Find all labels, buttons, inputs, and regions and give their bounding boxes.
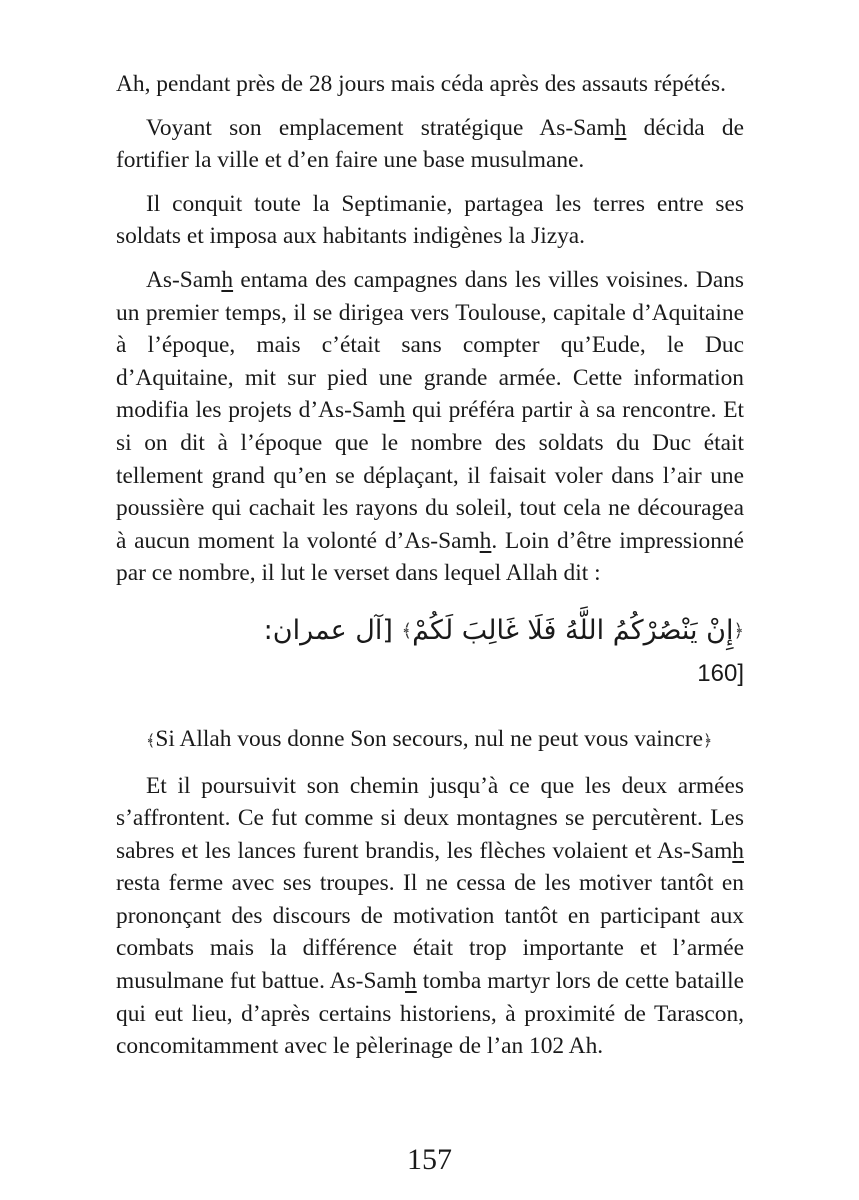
quran-verse (116, 608, 744, 712)
paragraph-3-text: Il conquit toute la Septimanie, partagea les terres entre ses soldats et imposa aux habitants indigènes la Jizya. (116, 190, 744, 250)
verse-translation (116, 723, 744, 759)
translation-open-ornament: ﴾ (146, 732, 156, 750)
underlined-letter: h (732, 837, 744, 864)
page-body (116, 68, 744, 1063)
paragraph-3 (116, 188, 744, 253)
verse-arabic-text: إِنْ يَنْصُرْكُمُ اللَّهُ فَلَا غَالِبَ لَكُمْ (412, 614, 734, 646)
verse-close-ornament: ﴾ (401, 620, 413, 642)
underlined-letter: h (393, 397, 406, 424)
paragraph-4-text-b: entama des campagnes dans les villes voisines. Dans un premier temps, il se dirigea vers Toulouse, capitale d’Aquitaine à l’époque, mais c’était sans compter qu’Eude, le Duc d’Aquitaine, mit sur pied une grande armée. Cette information modifia les projets d’As-Sam (116, 266, 744, 424)
verse-open-ornament: ﴿ (733, 620, 744, 642)
underlined-letter: h (221, 266, 234, 293)
paragraph-4-text-d: . Loin d’être impressionné par ce nombre, il lut le verset dans lequel Allah dit : (116, 527, 744, 587)
verse-reference: [آل عمران: (263, 614, 393, 646)
translation-text: Si Allah vous donne Son secours, nul ne peut vous vaincre (155, 725, 704, 752)
closing-text-b: resta ferme avec ses troupes. Il ne cessa de les motiver tantôt en prononçant des discours de motivation tantôt en participant aux combats mais la différence était trop importante et l’armée musulmane fut battue. As-Sam (116, 870, 744, 995)
translation-close-ornament: ﴿ (703, 732, 713, 750)
closing-text-a: Et il poursuivit son chemin jusqu’à ce que les deux armées s’affrontent. Ce fut comme si deux montagnes se percutèrent. Les sabres et les lances furent brandis, les flèches volaient et As-Sam (116, 772, 744, 864)
verse-line (116, 608, 744, 655)
paragraph-4 (116, 264, 744, 590)
underlined-letter: h (614, 114, 627, 141)
paragraph-2-text-b: décida de fortifier la ville et d’en faire une base musulmane. (116, 114, 745, 174)
page-number: 157 (407, 1143, 452, 1176)
paragraph-2-text-a: Voyant son emplacement stratégique As-Sam (146, 114, 615, 141)
paragraph-1 (116, 68, 744, 101)
underlined-letter: h (479, 527, 492, 554)
closing-text-c: tomba martyr lors de cette bataille qui eut lieu, d’après certains historiens, à proximité de Tarascon, concomitamment avec le pèlerinage de l’an 102 Ah. (116, 968, 744, 1060)
paragraph-4-text-a: As-Sam (146, 266, 222, 293)
underlined-letter: h (405, 968, 417, 995)
paragraph-4-text-c: qui préféra partir à sa rencontre. Et si on dit à l’époque que le nombre des soldats du Duc était tellement grand qu’en se déplaçant, il faisait voler dans l’air une poussière qui cachait les rayons du soleil, tout cela ne découragea à aucun moment la volonté d’As-Sam (116, 397, 744, 554)
paragraph-closing (116, 770, 744, 1063)
paragraph-1-text: Ah, pendant près de 28 jours mais céda après des assauts répétés. (116, 71, 726, 97)
verse-reference-number: 160] (697, 660, 744, 688)
paragraph-2 (116, 112, 744, 177)
